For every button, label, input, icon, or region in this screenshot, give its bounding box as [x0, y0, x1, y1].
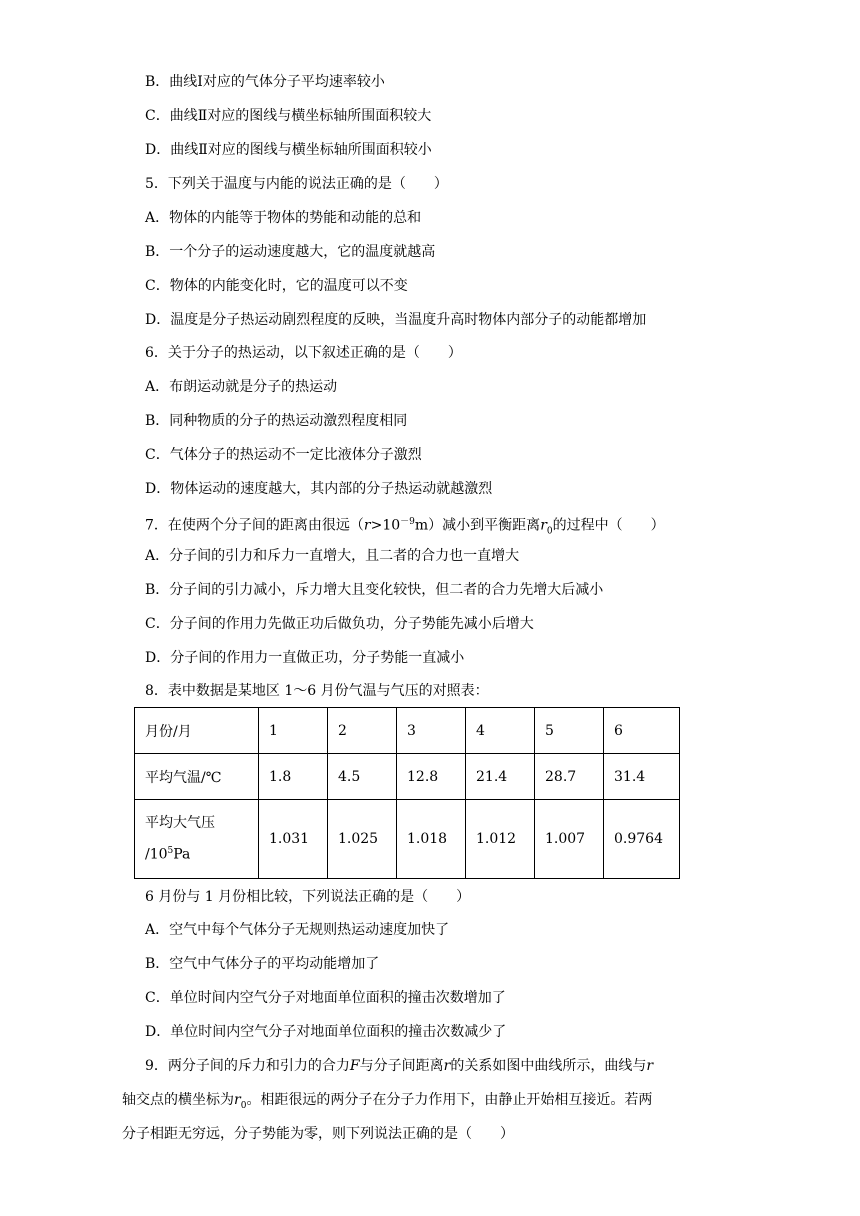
table-cell: 4 — [466, 708, 535, 754]
table-cell: 1.007 — [535, 800, 604, 879]
table-cell: 月份/月 — [135, 708, 259, 754]
q8-option-a: A．空气中每个气体分子无规则热运动速度加快了 — [145, 922, 450, 938]
q7-option-d: D．分子间的作用力一直做正功，分子势能一直减小 — [145, 650, 465, 666]
table-cell: 5 — [535, 708, 604, 754]
q4-option-d: D．曲线Ⅱ对应的图线与横坐标轴所围面积较小 — [145, 142, 432, 158]
temperature-pressure-table — [134, 707, 680, 879]
table-cell: 4.5 — [328, 754, 397, 800]
q6-option-b: B．同种物质的分子的热运动激烈程度相同 — [145, 413, 408, 429]
q5-option-a: A．物体的内能等于物体的势能和动能的总和 — [145, 210, 422, 226]
q8-question: 6 月份与 1 月份相比较，下列说法正确的是（ ） — [145, 889, 471, 905]
table-cell: 1.012 — [466, 800, 535, 879]
table-cell: 1 — [259, 708, 328, 754]
table-row-pressure — [135, 800, 680, 879]
q5-stem: 5．下列关于温度与内能的说法正确的是（ ） — [145, 176, 448, 192]
table-row-temperature — [135, 754, 680, 800]
q9-stem-line2: 轴交点的横坐标为$r_0$。相距很远的两分子在分子力作用下，由静止开始相互接近。若两 — [122, 1092, 653, 1111]
table-cell: 2 — [328, 708, 397, 754]
q4-option-b: B．曲线Ⅰ对应的气体分子平均速率较小 — [145, 74, 385, 90]
table-row-month — [135, 708, 680, 754]
q6-stem: 6．关于分子的热运动，以下叙述正确的是（ ） — [145, 345, 462, 361]
q8-option-c: C．单位时间内空气分子对地面单位面积的撞击次数增加了 — [145, 990, 506, 1006]
table-cell: 1.018 — [397, 800, 466, 879]
q7-option-b: B．分子间的引力减小，斥力增大且变化较快，但二者的合力先增大后减小 — [145, 582, 604, 598]
table-cell: 1.8 — [259, 754, 328, 800]
table-cell: 0.9764 — [604, 800, 680, 879]
table-cell: 平均气温/℃ — [135, 754, 259, 800]
table-cell: 3 — [397, 708, 466, 754]
q4-option-c: C．曲线Ⅱ对应的图线与横坐标轴所围面积较大 — [145, 108, 432, 124]
q6-option-a: A．布朗运动就是分子的热运动 — [145, 379, 338, 395]
q6-option-c: C．气体分子的热运动不一定比液体分子激烈 — [145, 447, 422, 463]
table-cell: 6 — [604, 708, 680, 754]
table-cell: 1.031 — [259, 800, 328, 879]
q9-stem-line3: 分子相距无穷远，分子势能为零，则下列说法正确的是（ ） — [122, 1126, 514, 1142]
table-cell: 12.8 — [397, 754, 466, 800]
table-cell: 31.4 — [604, 754, 680, 800]
q8-stem: 8．表中数据是某地区 1～6 月份气温与气压的对照表： — [145, 683, 489, 699]
q5-option-c: C．物体的内能变化时，它的温度可以不变 — [145, 278, 408, 294]
table-cell: 28.7 — [535, 754, 604, 800]
q7-option-c: C．分子间的作用力先做正功后做负功，分子势能先减小后增大 — [145, 616, 534, 632]
q5-option-b: B．一个分子的运动速度越大，它的温度就越高 — [145, 244, 436, 260]
q5-option-d: D．温度是分子热运动剧烈程度的反映，当温度升高时物体内部分子的动能都增加 — [145, 312, 647, 328]
q9-stem-line1: 9．两分子间的斥力和引力的合力F与分子间距离r的关系如图中曲线所示，曲线与r — [145, 1058, 654, 1074]
table-cell: 平均大气压 $/10^5Pa$ — [135, 800, 259, 879]
q8-option-b: B．空气中气体分子的平均动能增加了 — [145, 956, 380, 972]
table-cell: 21.4 — [466, 754, 535, 800]
q7-option-a: A．分子间的引力和斥力一直增大，且二者的合力也一直增大 — [145, 548, 520, 564]
q6-option-d: D．物体运动的速度越大，其内部的分子热运动就越激烈 — [145, 481, 493, 497]
table-cell: 1.025 — [328, 800, 397, 879]
q7-stem: 7．在使两个分子间的距离由很远$(r>10^{-9}m)$减小到平衡距离$r_0$的过程中（ ） — [145, 517, 665, 537]
q8-option-d: D．单位时间内空气分子对地面单位面积的撞击次数减少了 — [145, 1024, 507, 1040]
